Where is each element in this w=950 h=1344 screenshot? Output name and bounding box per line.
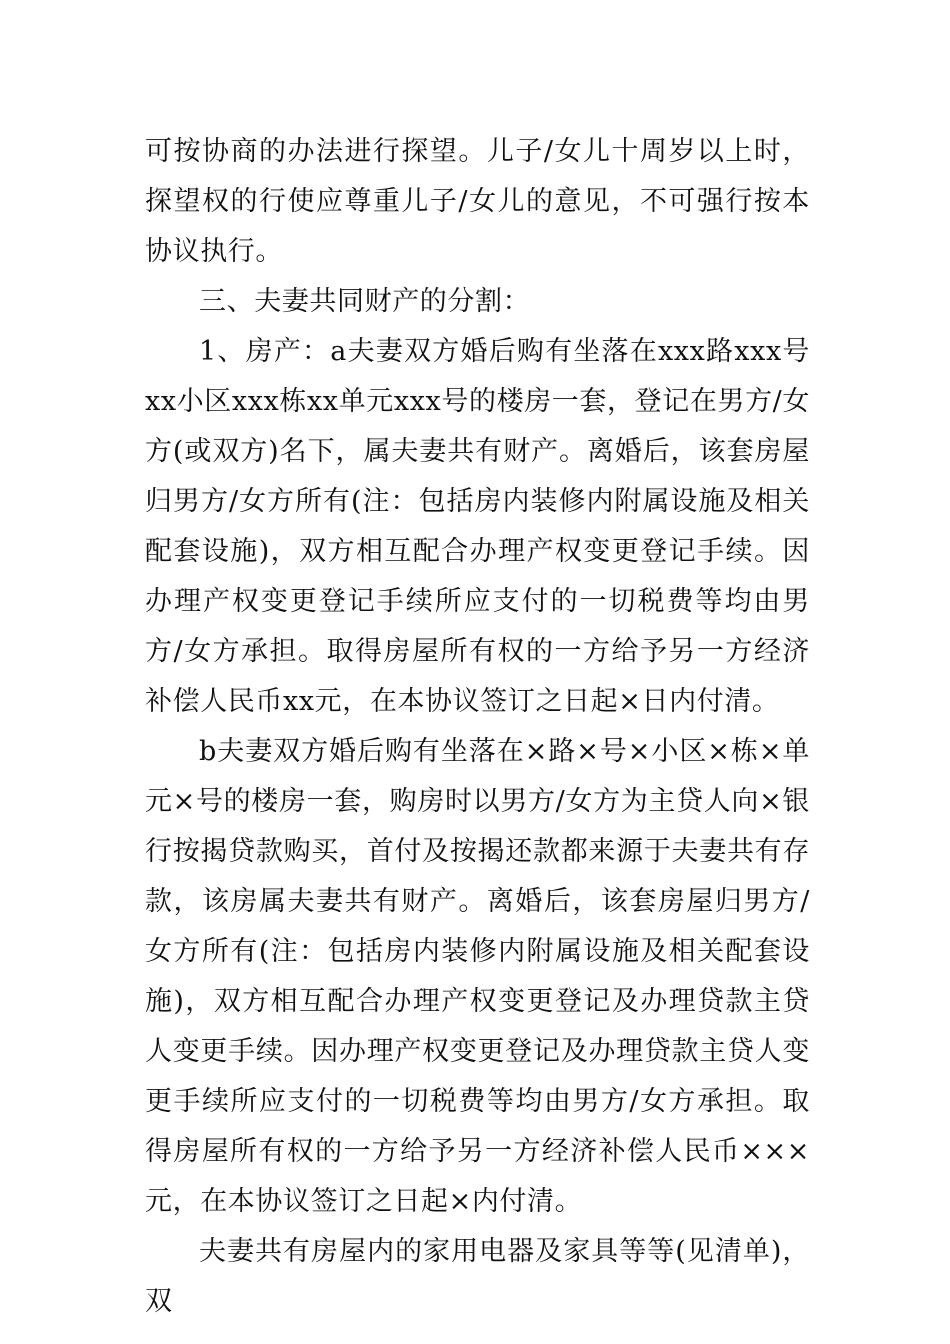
- paragraph-house-property-b: b夫妻双方婚后购有坐落在×路×号×小区×栋×单元×号的楼房一套，购房时以男方/女方为主贷人向×银行按揭贷款购买，首付及按揭还款都来源于夫妻共有存款，该房属夫妻共有财产。离婚后，该套房屋归男方/女方所有(注：包括房内装修内附属设施及相关配套设施)，双方相互配合办理产权变更登记及办理贷款主贷人变更手续。因办理产权变更登记及办理贷款主贷人变更手续所应支付的一切税费等均由男方/女方承担。取得房屋所有权的一方给予另一方经济补偿人民币×××元，在本协议签订之日起×内付清。: [145, 736, 810, 1217]
- paragraph-house-property-a: 1、房产：a夫妻双方婚后购有坐落在xxx路xxx号xx小区xxx栋xx单元xxx号的楼房一套，登记在男方/女方(或双方)名下，属夫妻共有财产。离婚后，该套房屋归男方/女方所有(注：包括房内装修内附属设施及相关配套设施)，双方相互配合办理产权变更登记手续。因办理产权变更登记手续所应支付的一切税费等均由男方/女方承担。取得房屋所有权的一方给予另一方经济补偿人民币xx元，在本协议签订之日起×日内付清。: [145, 336, 810, 717]
- document-body: [145, 127, 810, 1327]
- paragraph-visitation-rights: 可按协商的办法进行探望。儿子/女儿十周岁以上时，探望权的行使应尊重儿子/女儿的意见，不可强行按本协议执行。: [145, 136, 810, 267]
- section-heading-property-division: 三、夫妻共同财产的分割：: [199, 286, 531, 317]
- paragraph-household-items: 夫妻共有房屋内的家用电器及家具等等(见清单)，双: [145, 1236, 810, 1317]
